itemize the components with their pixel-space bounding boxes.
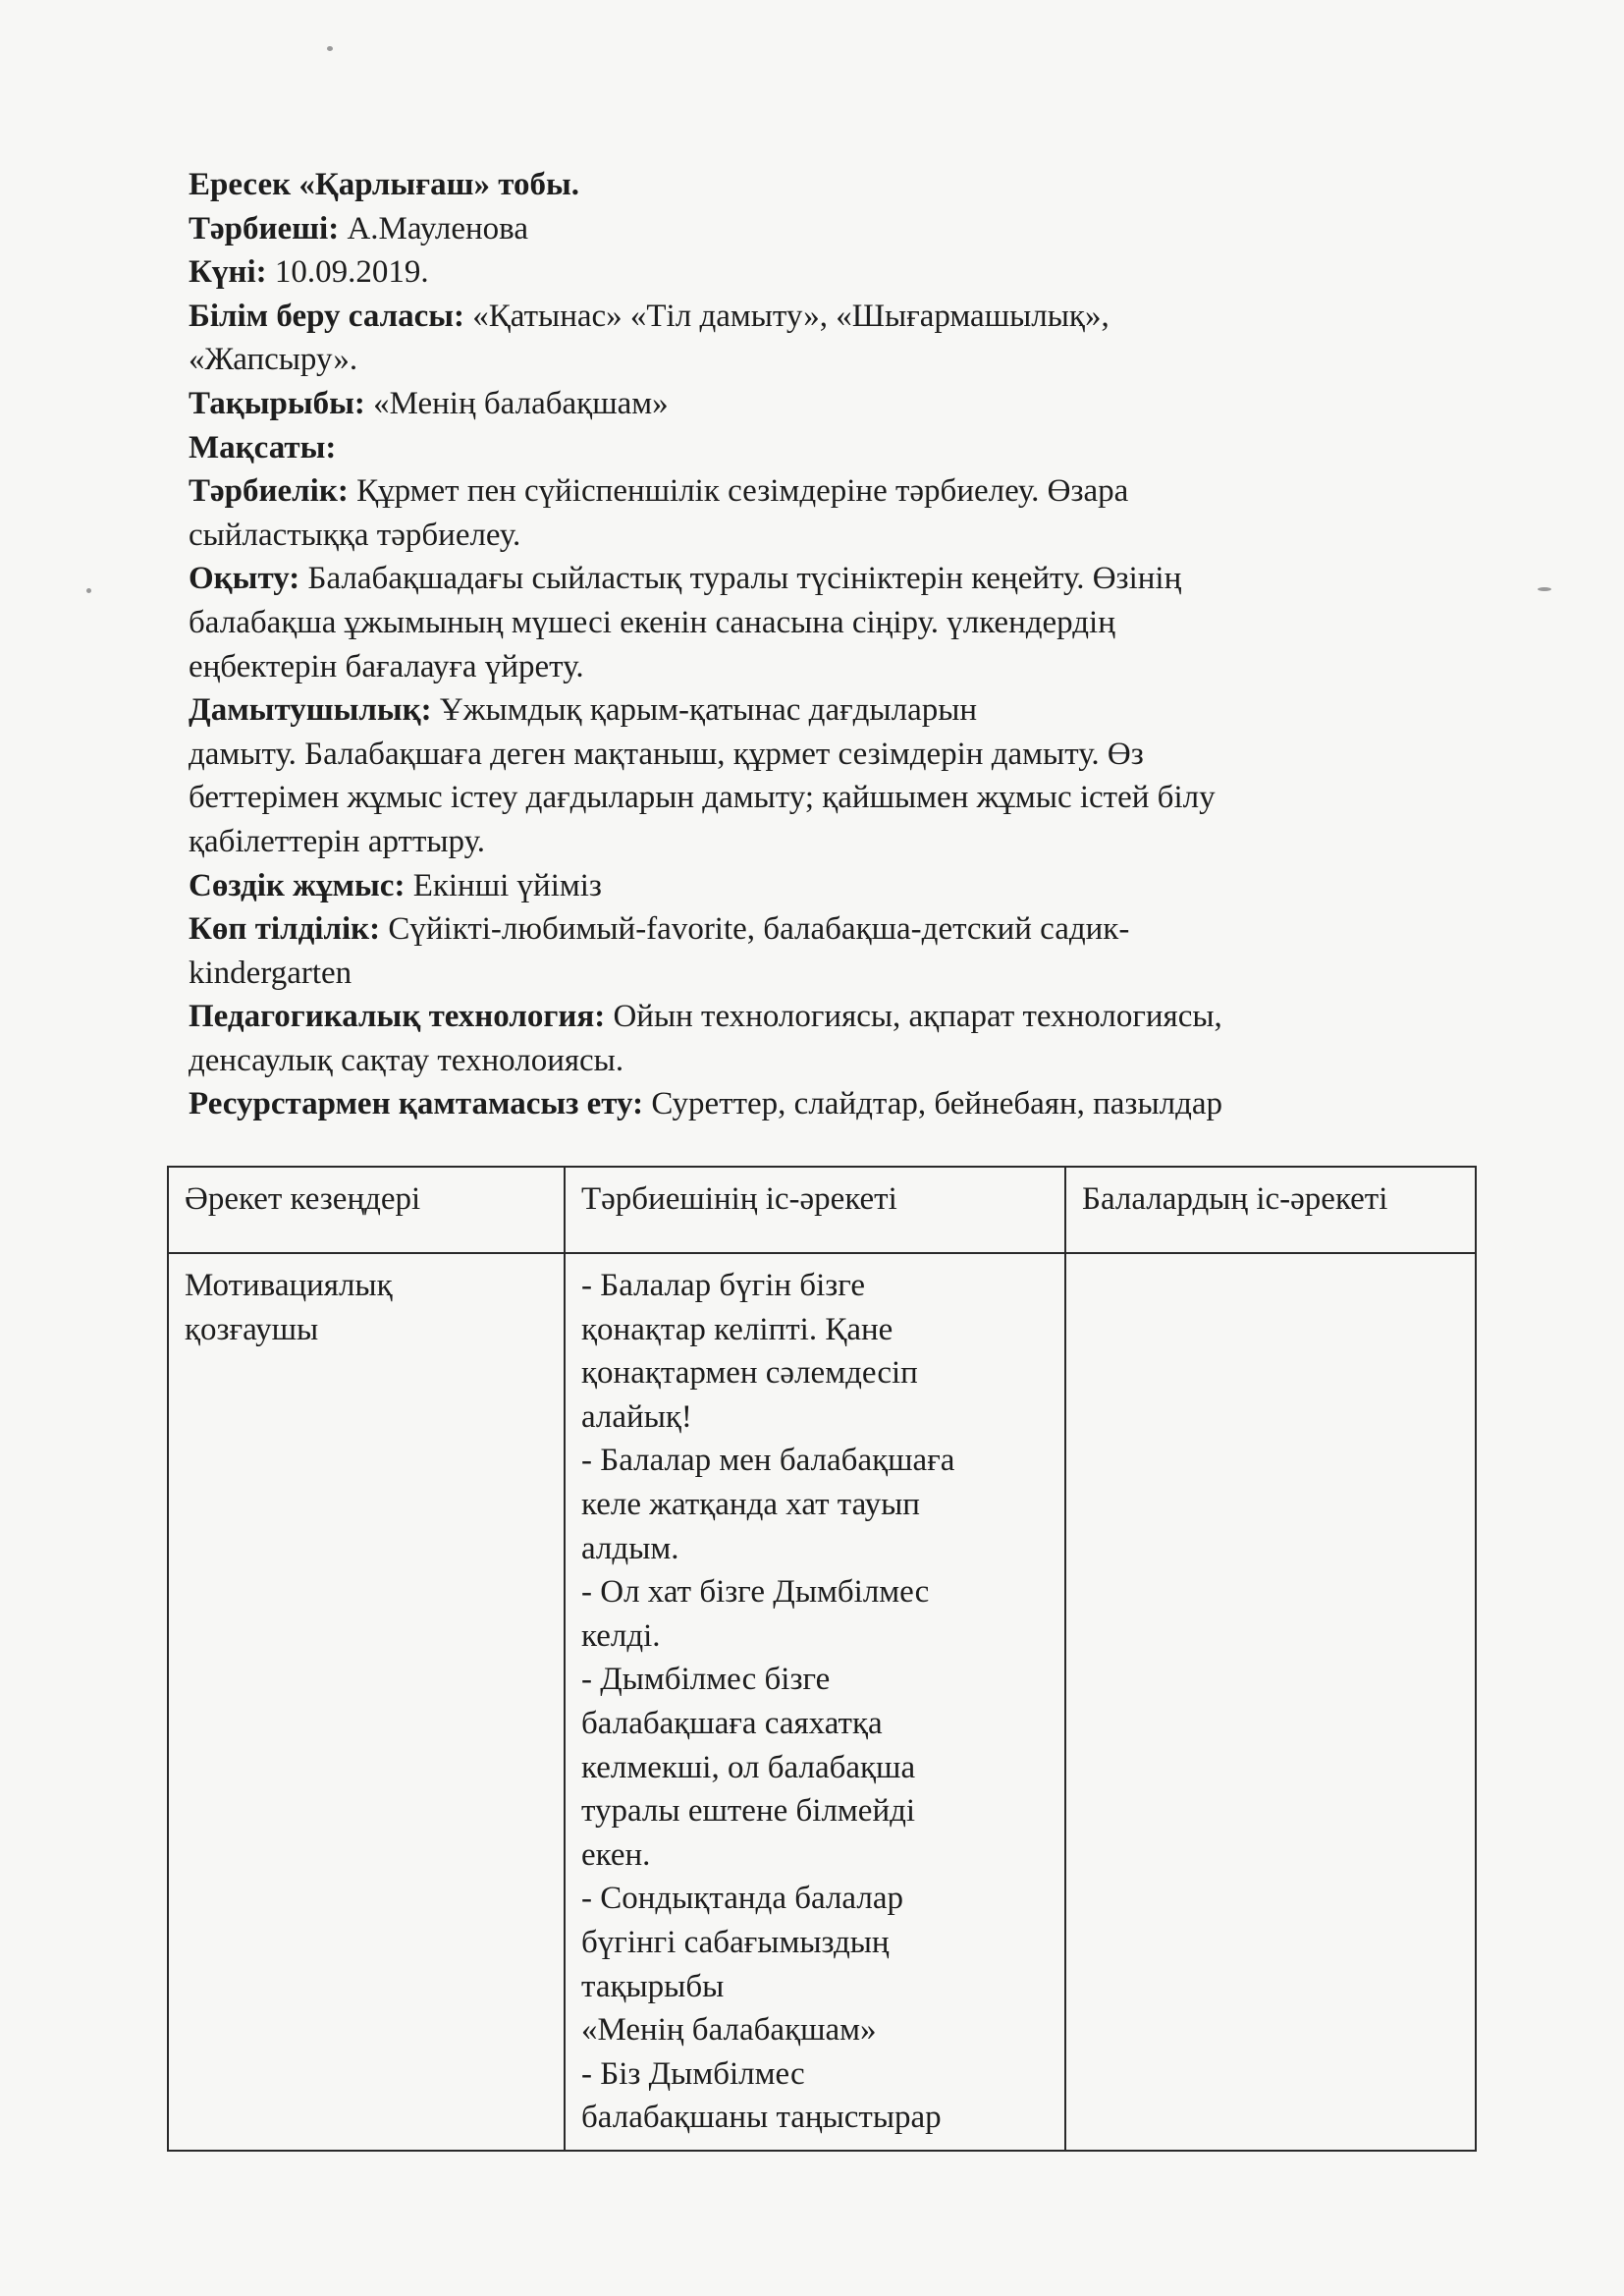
pedtech-line: Педагогикалық технология: Ойын технологиясы, ақпарат технологиясы, xyxy=(189,999,1222,1035)
stage-cell xyxy=(168,1253,565,2151)
date-line: Күні: 10.09.2019. xyxy=(189,254,429,291)
pedtech-line-cont: денсаулық сақтау технолоиясы. xyxy=(189,1042,624,1078)
area-line-cont: «Жапсыру». xyxy=(189,342,358,378)
teacher-line: келе жатқанда хат тауып xyxy=(581,1486,920,1522)
teacher-line: балабақшаны таңыстырар xyxy=(581,2100,942,2136)
upbringing-line: Тәрбиелік: Құрмет пен сүйіспеншілік сезімдеріне тәрбиелеу. Өзара xyxy=(189,473,1129,510)
stage-line: қозғаушы xyxy=(185,1311,319,1347)
teacher-activity-cell xyxy=(565,1253,1065,2151)
lesson-table xyxy=(167,1166,1477,2152)
developing-line-cont: дамыту. Балабақшаға деген мақтаныш, құрмет сезімдерін дамыту. Өз xyxy=(189,736,1144,772)
multilingual-line-cont: kindergarten xyxy=(189,955,352,991)
teacher-line: - Балалар мен балабақшаға xyxy=(581,1443,955,1479)
area-line: Білім беру саласы: «Қатынас» «Тіл дамыту», «Шығармашылық», xyxy=(189,298,1110,334)
children-activity-cell xyxy=(1065,1253,1476,2151)
lesson-header xyxy=(189,163,1465,1126)
multilingual-line: Көп тілділік: Сүйікті-любимый-favorite, балабақша-детский садик- xyxy=(189,911,1130,948)
teacher-line: - Біз Дымбілмес xyxy=(581,2055,805,2092)
teacher-line: - Дымбілмес бізге xyxy=(581,1662,831,1698)
teacher-line: Тәрбиеші: А.Мауленова xyxy=(189,210,528,246)
teacher-line: екен. xyxy=(581,1836,651,1873)
teacher-line: алайық! xyxy=(581,1398,692,1435)
teacher-line: тақырыбы xyxy=(581,1968,725,2004)
teacher-line: келді. xyxy=(581,1617,661,1654)
col-header-children: Балалардың іс-әрекеті xyxy=(1065,1167,1476,1253)
vocab-line: Сөздік жұмыс: Екінші үйіміз xyxy=(189,867,602,903)
scan-speck xyxy=(86,588,91,593)
teacher-line: - Балалар бүгін бізге xyxy=(581,1268,866,1303)
topic-line: Тақырыбы: «Менің балабақшам» xyxy=(189,385,669,421)
teacher-line: бүгінгі сабағымыздың xyxy=(581,1924,890,1960)
developing-line-cont: қабілеттерін арттыру. xyxy=(189,823,486,859)
upbringing-line-cont: сыйластыққа тәрбиелеу. xyxy=(189,517,521,553)
teaching-line-cont: еңбектерін бағалауға үйрету. xyxy=(189,648,584,684)
teaching-line-cont: балабақша ұжымының мүшесі екенін санасына сіңіру. үлкендердің xyxy=(189,604,1115,640)
group-title: Ересек «Қарлығаш» тобы. xyxy=(189,167,579,202)
teaching-line: Оқыту: Балабақшадағы сыйластық туралы түсініктерін кеңейту. Өзінің xyxy=(189,561,1182,597)
teacher-line: келмекші, ол балабақша xyxy=(581,1749,916,1785)
developing-line-cont: беттерімен жұмыс істеу дағдыларын дамыту; қайшымен жұмыс істей білу xyxy=(189,780,1216,816)
teacher-line: «Менің балабақшам» xyxy=(581,2012,877,2049)
scan-speck xyxy=(1538,587,1551,591)
col-header-stages: Әрекет кезеңдері xyxy=(168,1167,565,1253)
teacher-line: қонақтармен сәлемдесіп xyxy=(581,1355,918,1392)
table-header-row xyxy=(168,1167,1476,1253)
col-header-teacher: Тәрбиешінің іс-әрекеті xyxy=(565,1167,1065,1253)
teacher-line: балабақшаға саяхатқа xyxy=(581,1705,883,1741)
stage-line: Мотивациялық xyxy=(185,1268,393,1303)
teacher-line: - Сондықтанда балалар xyxy=(581,1881,903,1917)
teacher-line: туралы ештене білмейді xyxy=(581,1793,916,1830)
goals-label: Мақсаты: xyxy=(189,429,337,465)
resources-line: Ресурстармен қамтамасыз ету: Суреттер, слайдтар, бейнебаян, пазылдар xyxy=(189,1086,1223,1122)
teacher-line: алдым. xyxy=(581,1530,679,1566)
table-row xyxy=(168,1253,1476,2151)
scan-speck xyxy=(327,46,333,51)
teacher-line: қонақтар келіпті. Қане xyxy=(581,1311,893,1347)
developing-line: Дамытушылық: Ұжымдық қарым-қатынас дағдыларын xyxy=(189,692,978,729)
teacher-line: - Ол хат бізге Дымбілмес xyxy=(581,1574,930,1611)
